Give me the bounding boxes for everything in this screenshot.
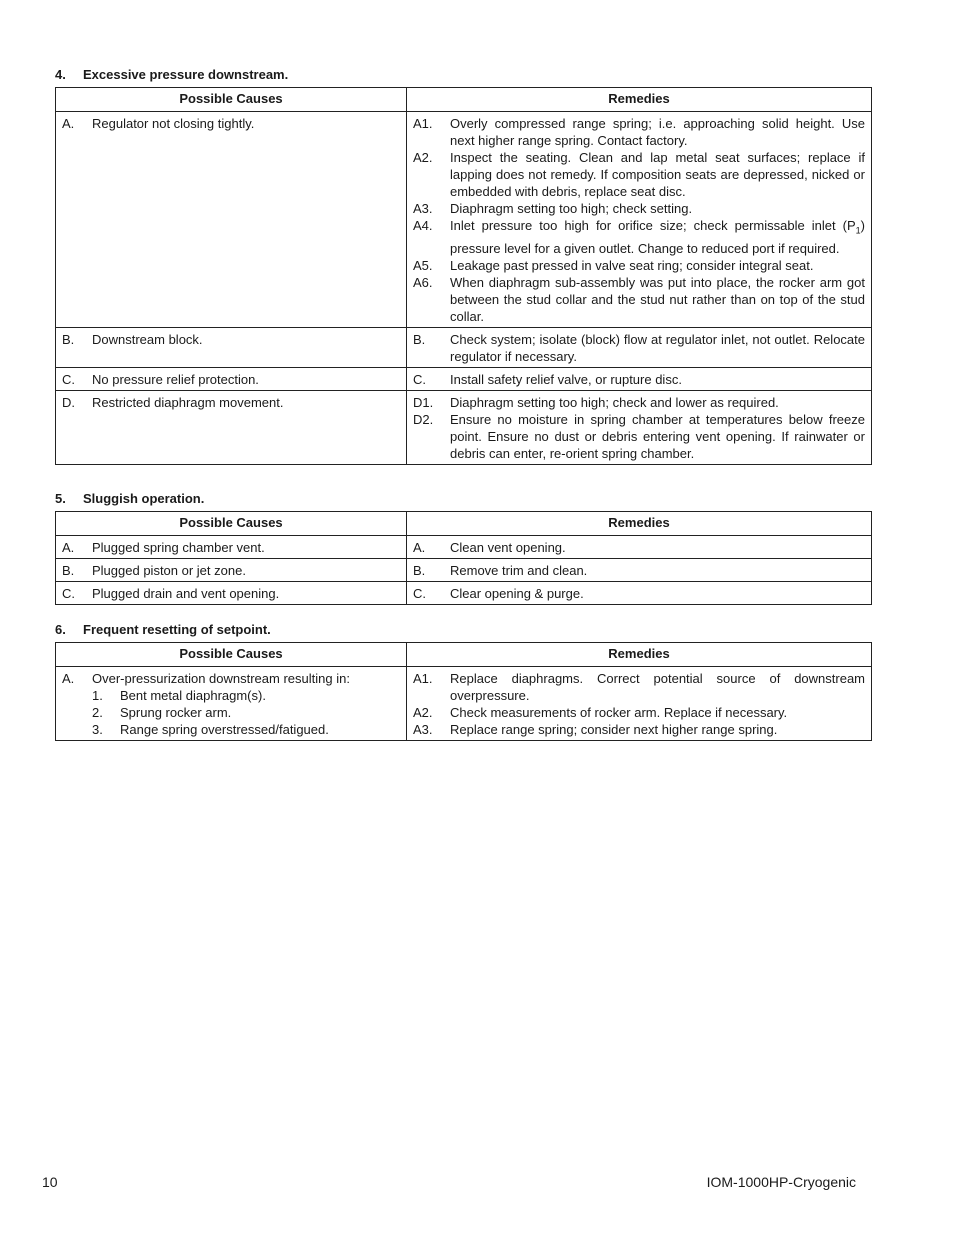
remedy-text: Replace range spring; consider next higher range spring. <box>450 722 778 737</box>
remedy-cell <box>407 112 872 328</box>
table-row <box>56 667 872 741</box>
section-number: 4. <box>55 67 66 82</box>
troubleshooting-table <box>55 87 872 465</box>
subitem-text: Sprung rocker arm. <box>120 705 232 720</box>
cause-label: C. <box>62 586 75 601</box>
table-header-row <box>56 643 872 667</box>
section-heading <box>55 622 871 642</box>
subitem-text: Bent metal diaphragm(s). <box>120 688 266 703</box>
section-4 <box>55 67 871 465</box>
cause-cell <box>56 112 407 328</box>
remedy-text: Overly compressed range spring; i.e. approaching solid height. Use next higher range spring. Contact factory. <box>450 116 865 148</box>
cause-cell <box>56 327 407 367</box>
remedy-label: A1. <box>413 671 433 686</box>
table-row <box>56 582 872 605</box>
section-title: Sluggish operation. <box>83 491 205 506</box>
table-header-row <box>56 512 872 536</box>
remedy-cell <box>407 367 872 390</box>
remedy-label: D2. <box>413 411 434 427</box>
remedy-label: A2. <box>413 705 433 720</box>
remedy-text <box>450 217 865 257</box>
remedies-header: Remedies <box>407 88 872 112</box>
remedy-cell <box>407 667 872 741</box>
cause-text: Over-pressurization downstream resulting in: <box>92 671 350 686</box>
cause-cell <box>56 367 407 390</box>
remedies-header: Remedies <box>407 643 872 667</box>
remedy-text: Check measurements of rocker arm. Replace if necessary. <box>450 705 788 720</box>
remedy-label: A2. <box>413 150 433 165</box>
section-6 <box>55 622 871 741</box>
remedy-label: B. <box>413 331 426 347</box>
table-row <box>56 390 872 464</box>
remedy-text: Diaphragm setting too high; check and lower as required. <box>450 394 779 410</box>
remedy-cell <box>407 390 872 464</box>
page-number: 10 <box>42 1174 58 1190</box>
remedy-text: Leakage past pressed in valve seat ring; consider integral seat. <box>450 257 814 273</box>
cause-text: Restricted diaphragm movement. <box>92 394 284 410</box>
document-id: IOM-1000HP-Cryogenic <box>706 1174 856 1190</box>
cause-cell <box>56 390 407 464</box>
cause-text: No pressure relief protection. <box>92 371 259 387</box>
cause-label: A. <box>62 116 75 131</box>
remedy-cell <box>407 327 872 367</box>
remedy-text: Remove trim and clean. <box>450 563 588 578</box>
section-5 <box>55 491 871 605</box>
subscript: 1 <box>855 225 861 236</box>
causes-header: Possible Causes <box>56 643 407 667</box>
remedy-cell <box>407 559 872 582</box>
subitem-label: 3. <box>92 722 103 737</box>
remedy-text: Install safety relief valve, or rupture disc. <box>450 371 682 387</box>
remedy-label: B. <box>413 563 426 578</box>
remedy-label: D1. <box>413 394 434 410</box>
table-row <box>56 536 872 559</box>
cause-text: Plugged drain and vent opening. <box>92 586 280 601</box>
section-title: Excessive pressure downstream. <box>83 67 289 82</box>
remedy-label: A4. <box>413 218 433 233</box>
subitem-text: Range spring overstressed/fatigued. <box>120 722 329 737</box>
table-row <box>56 559 872 582</box>
section-heading <box>55 67 871 87</box>
cause-cell <box>56 536 407 559</box>
section-heading <box>55 491 871 511</box>
causes-header: Possible Causes <box>56 88 407 112</box>
cause-text: Downstream block. <box>92 331 203 347</box>
remedies-header: Remedies <box>407 512 872 536</box>
remedy-label: A3. <box>413 201 433 216</box>
subitem-label: 2. <box>92 705 103 720</box>
remedy-label: C. <box>413 586 426 601</box>
remedy-text-part: ) pressure level for a given outlet. Change to reduced port if required. <box>450 218 865 256</box>
remedy-text: Ensure no moisture in spring chamber at temperatures below freeze point. Ensure no dust or debris entering vent opening. If rainwater or debris can enter, re-orient spring chamber. <box>450 411 865 461</box>
causes-header: Possible Causes <box>56 512 407 536</box>
remedy-text: Replace diaphragms. Correct potential source of downstream overpressure. <box>450 671 865 703</box>
cause-cell <box>56 667 407 741</box>
cause-text: Regulator not closing tightly. <box>92 116 255 131</box>
subitem-label: 1. <box>92 688 103 703</box>
remedy-label: A5. <box>413 257 433 273</box>
remedy-label: A3. <box>413 722 433 737</box>
remedy-label: A. <box>413 540 426 555</box>
cause-label: C. <box>62 371 75 387</box>
section-title: Frequent resetting of setpoint. <box>83 622 271 637</box>
remedy-text: Diaphragm setting too high; check setting. <box>450 201 693 216</box>
remedy-cell <box>407 536 872 559</box>
section-number: 5. <box>55 491 66 506</box>
section-number: 6. <box>55 622 66 637</box>
table-row <box>56 112 872 328</box>
remedy-text: Check system; isolate (block) flow at regulator inlet, not outlet. Relocate regulator if necessary. <box>450 331 865 364</box>
remedy-text-part: Inlet pressure too high for orifice size; check permissable inlet (P <box>450 218 856 233</box>
remedy-text: When diaphragm sub-assembly was put into place, the rocker arm got between the stud collar and the stud nut rather than on top of the stud collar. <box>450 274 865 324</box>
table-header-row <box>56 88 872 112</box>
table-row <box>56 367 872 390</box>
cause-label: D. <box>62 394 75 410</box>
cause-label: B. <box>62 331 75 347</box>
cause-cell <box>56 559 407 582</box>
cause-text: Plugged spring chamber vent. <box>92 540 265 555</box>
remedy-cell <box>407 582 872 605</box>
troubleshooting-table <box>55 642 872 741</box>
remedy-text: Clear opening & purge. <box>450 586 584 601</box>
remedy-label: C. <box>413 371 426 387</box>
cause-label: A. <box>62 671 75 686</box>
cause-text: Plugged piston or jet zone. <box>92 563 246 578</box>
remedy-text: Clean vent opening. <box>450 540 566 555</box>
remedy-text: Inspect the seating. Clean and lap metal seat surfaces; replace if lapping does not remedy. If composition seats are depressed, nicked or embedded with debris, replace seat disc. <box>450 150 865 199</box>
table-row <box>56 327 872 367</box>
remedy-label: A1. <box>413 116 433 131</box>
cause-cell <box>56 582 407 605</box>
troubleshooting-table <box>55 511 872 605</box>
cause-label: A. <box>62 540 75 555</box>
remedy-label: A6. <box>413 274 433 290</box>
cause-label: B. <box>62 563 75 578</box>
